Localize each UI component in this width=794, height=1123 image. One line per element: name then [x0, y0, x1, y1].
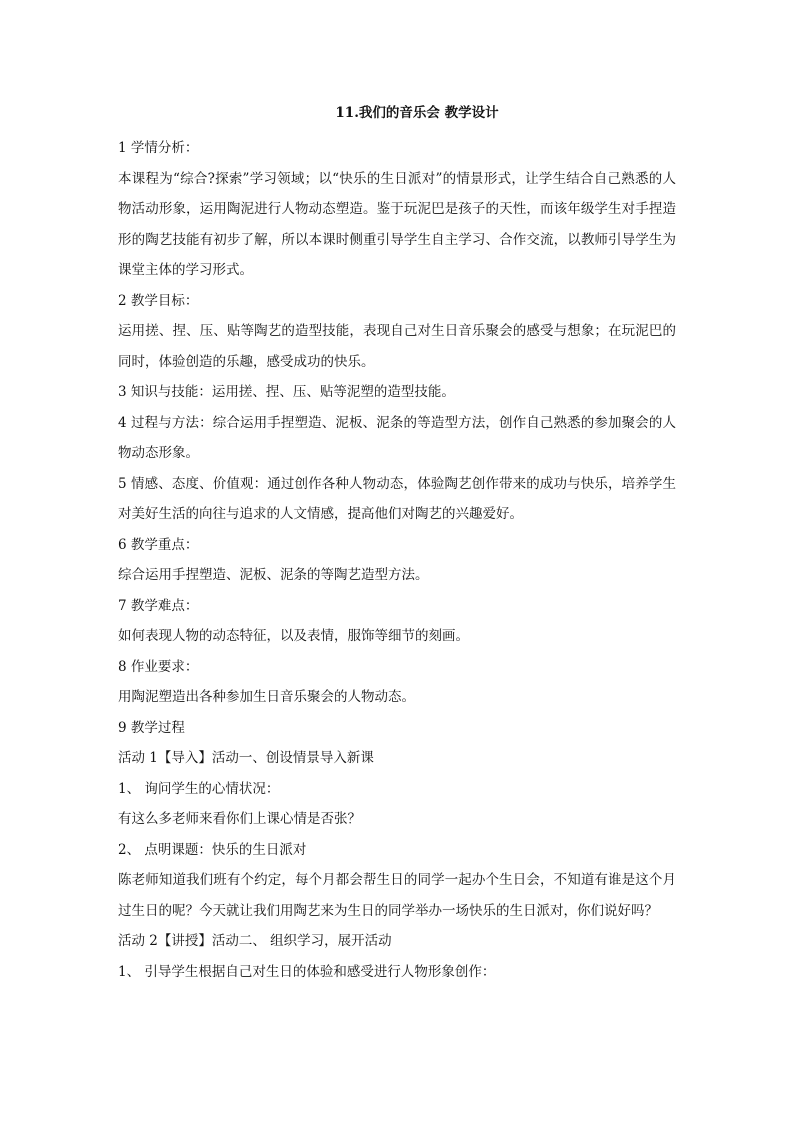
activity-1-step-2-text: 陈老师知道我们班有个约定，每个月都会帮生日的同学一起办个生日会，不知道有谁是这个月过生日的呢？今天就让我们用陶艺来为生日的同学举办一场快乐的生日派对，你们说好吗？ [118, 872, 676, 919]
paragraph-7: 如何表现人物的动态特征，以及表情，服饰等细节的刻画。 [118, 628, 469, 644]
paragraph-4: 4 过程与方法：综合运用手捏塑造、泥板、泥条的等造型方法，创作自己熟悉的参加聚会的人物动态形象。 [118, 414, 676, 461]
activity-1-step-1-text: 有这么多老师来看你们上课心情是否张？ [118, 811, 361, 827]
activity-1-heading: 活动 1【导入】活动一、创设情景导入新课 [118, 750, 374, 766]
section-heading-6: 6 教学重点： [118, 536, 199, 553]
activity-1-step-2: 2、 点明课题：快乐的生日派对 [118, 841, 307, 858]
activity-2-heading: 活动 2【讲授】活动二、 组织学习，展开活动 [118, 933, 392, 949]
section-heading-2: 2 教学目标： [118, 292, 199, 309]
document-page [118, 103, 676, 987]
section-heading-8: 8 作业要求： [118, 658, 199, 675]
paragraph-5: 5 情感、态度、价值观：通过创作各种人物动态，体验陶艺创作带来的成功与快乐，培养学生对美好生活的向往与追求的人文情感，提高他们对陶艺的兴趣爱好。 [118, 475, 676, 522]
activity-2-step-1: 1、 引导学生根据自己对生日的体验和感受进行人物形象创作： [118, 963, 496, 980]
paragraph-1: 本课程为“综合?探索”学习领域；以“快乐的生日派对”的情景形式，让学生结合自己熟悉的人物活动形象，运用陶泥进行人物动态塑造。鉴于玩泥巴是孩子的天性，而该年级学生对手捏造形的陶艺技能有初步了解，所以本课时侧重引导学生自主学习、合作交流，以教师引导学生为课堂主体的学习形式。 [118, 170, 676, 278]
paragraph-6: 综合运用手捏塑造、泥板、泥条的等陶艺造型方法。 [118, 567, 429, 583]
document-title: 11.我们的音乐会 教学设计 [335, 105, 499, 121]
paragraph-2: 运用搓、捏、压、贴等陶艺的造型技能，表现自己对生日音乐聚会的感受与想象；在玩泥巴的同时，体验创造的乐趣，感受成功的快乐。 [118, 323, 676, 370]
paragraph-8: 用陶泥塑造出各种参加生日音乐聚会的人物动态。 [118, 689, 415, 705]
section-heading-7: 7 教学难点： [118, 597, 199, 614]
section-heading-1: 1 学情分析： [118, 140, 199, 156]
activity-1-step-1: 1、 询问学生的心情状况： [118, 780, 280, 797]
paragraph-3: 3 知识与技能：运用搓、捏、压、贴等泥塑的造型技能。 [118, 384, 455, 400]
section-heading-9: 9 教学过程 [118, 719, 185, 736]
